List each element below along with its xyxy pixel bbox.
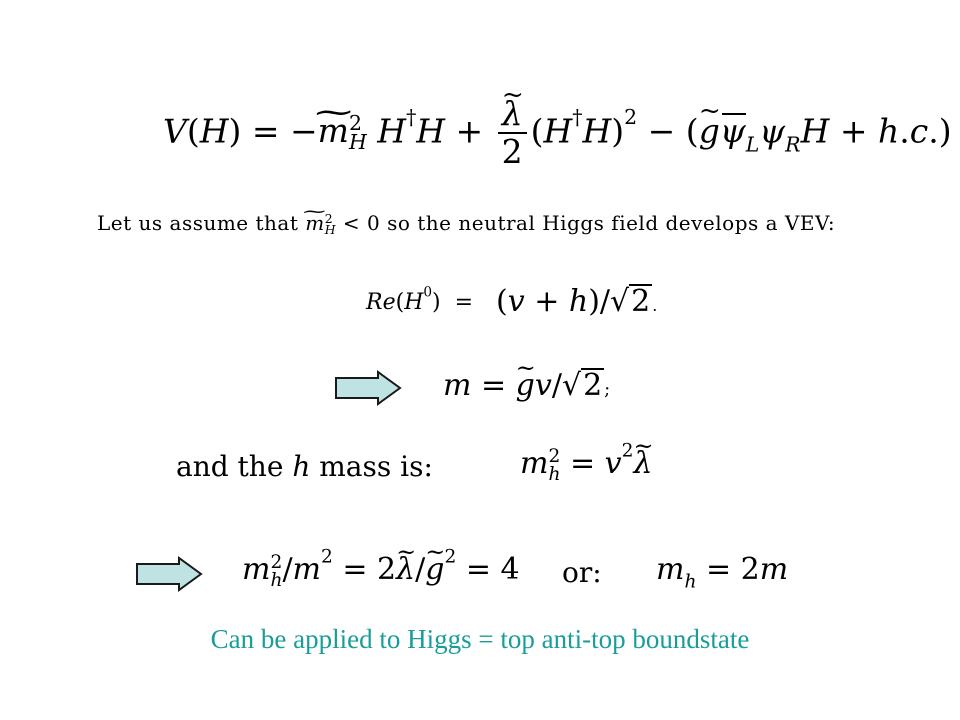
vev-sentence: Let us assume that ~ m 2 H < 0 so the neutral Higgs field develops a VEV: [97,211,835,236]
h-mass-equation: m 2 h = $v^2\sim$ λ [520,446,652,483]
ratio-equation: m 2 h $/m^2$ = 2~ λ/~ $g^2 = 4$ [242,552,520,589]
fermion-mass-equation: m = ~ gv/√2 ; [443,368,610,403]
mh-result-equation: $m_h = 2m$ [656,552,789,593]
right-arrow-icon [334,370,404,406]
h-mass-sentence: and the h mass is: [176,450,433,483]
caption-text: Can be applied to Higgs = top anti-top boundstate [210,624,750,654]
or-label: or: [562,556,602,589]
re-h0-equation: $Re(H^0)$ = [366,284,474,315]
re-h0-value: (v + h)/√2 . [496,284,658,319]
potential-equation: V(H) = −~ m 2 H H†H + ~ $\frac{\lambda}{2}$ $(H^\dagger H)^2$ − (~ $g\psi_L\psi_RH + h.c$.) [163,96,952,171]
right-arrow-icon [135,556,205,592]
